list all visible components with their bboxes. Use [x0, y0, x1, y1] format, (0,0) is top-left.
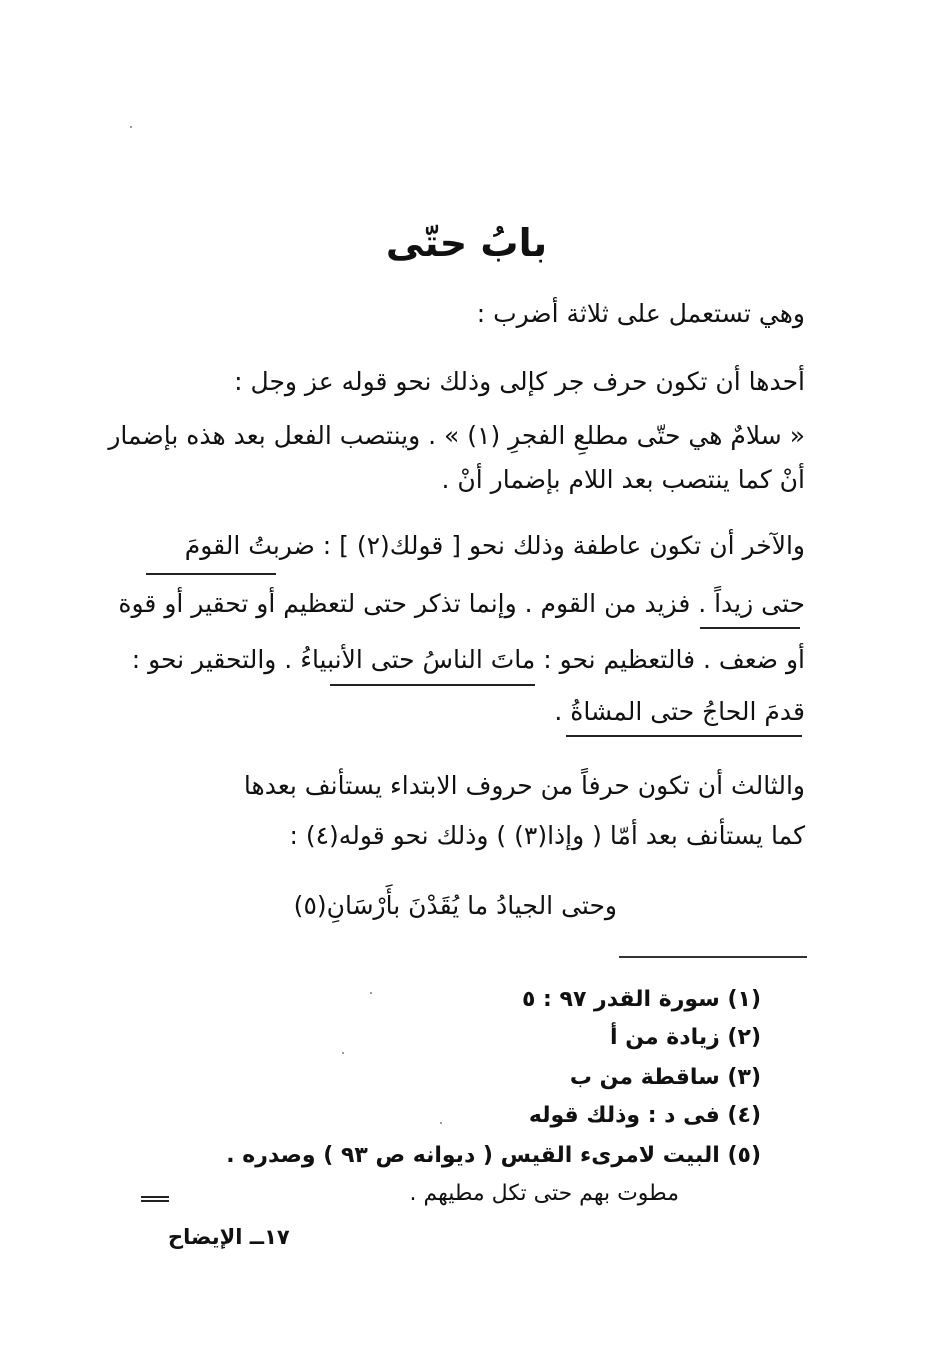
- underline-mark: [330, 684, 535, 686]
- intro-line: وهي تستعمل على ثلاثة أضرب :: [476, 299, 805, 328]
- verse-line: وحتى الجيادُ ما يُقَدْنَ بأَرْسَانِ(٥): [293, 891, 617, 920]
- footnote-3: (٣) ساقطة من ب: [569, 1065, 761, 1090]
- para3-line2: كما يستأنف بعد أمّا ( وإذا(٣) ) وذلك نحو قوله(٤) :: [289, 821, 805, 850]
- print-speck: [130, 126, 132, 128]
- para3-line1: والثالث أن تكون حرفاً من حروف الابتداء يستأنف بعدها: [243, 771, 805, 800]
- print-speck: [342, 1052, 344, 1054]
- footnote-1: (١) سورة القدر ٩٧ : ٥: [521, 987, 761, 1012]
- footnote-5-continuation: مطوت بهم حتى تكل مطيهم .: [409, 1181, 679, 1206]
- para2-line2: حتى زيداً . فزيد من القوم . وإنما تذكر حتى لتعظيم أو تحقير أو قوة: [118, 589, 805, 618]
- para2-line3: أو ضعف . فالتعظيم نحو : ماتَ الناسُ حتى الأنبياءُ . والتحقير نحو :: [131, 645, 805, 674]
- print-speck: [370, 992, 372, 994]
- underline-mark: [146, 573, 276, 575]
- print-speck: [440, 1122, 442, 1124]
- footnote-5: (٥) البيت لامرىء القيس ( ديوانه ص ٩٣ ) وصدره .: [226, 1143, 761, 1168]
- underline-mark: [700, 627, 800, 629]
- footnote-2: (٢) زيادة من أ: [610, 1025, 761, 1050]
- chapter-title: بابُ حتّى: [385, 221, 548, 265]
- signature-mark: [141, 1196, 169, 1202]
- underline-mark: [566, 735, 802, 737]
- para2-line4: قدمَ الحاجُ حتى المشاةُ .: [554, 697, 805, 726]
- para1-line2: « سلامٌ هي حتّى مطلعِ الفجرِ (١) » . وينتصب الفعل بعد هذه بإضمار: [108, 421, 805, 450]
- para1-line1: أحدها أن تكون حرف جر كإلى وذلك نحو قوله عز وجل :: [234, 367, 805, 396]
- page-footer: ١٧ــ الإيضاح: [168, 1225, 290, 1249]
- para2-line1: والآخر أن تكون عاطفة وذلك نحو [ قولك(٢) ] : ضربتُ القومَ: [184, 531, 805, 560]
- footnote-4: (٤) فى د : وذلك قوله: [528, 1103, 761, 1128]
- para1-line3: أنْ كما ينتصب بعد اللام بإضمار أنْ .: [441, 465, 805, 494]
- footnote-separator: [619, 956, 807, 958]
